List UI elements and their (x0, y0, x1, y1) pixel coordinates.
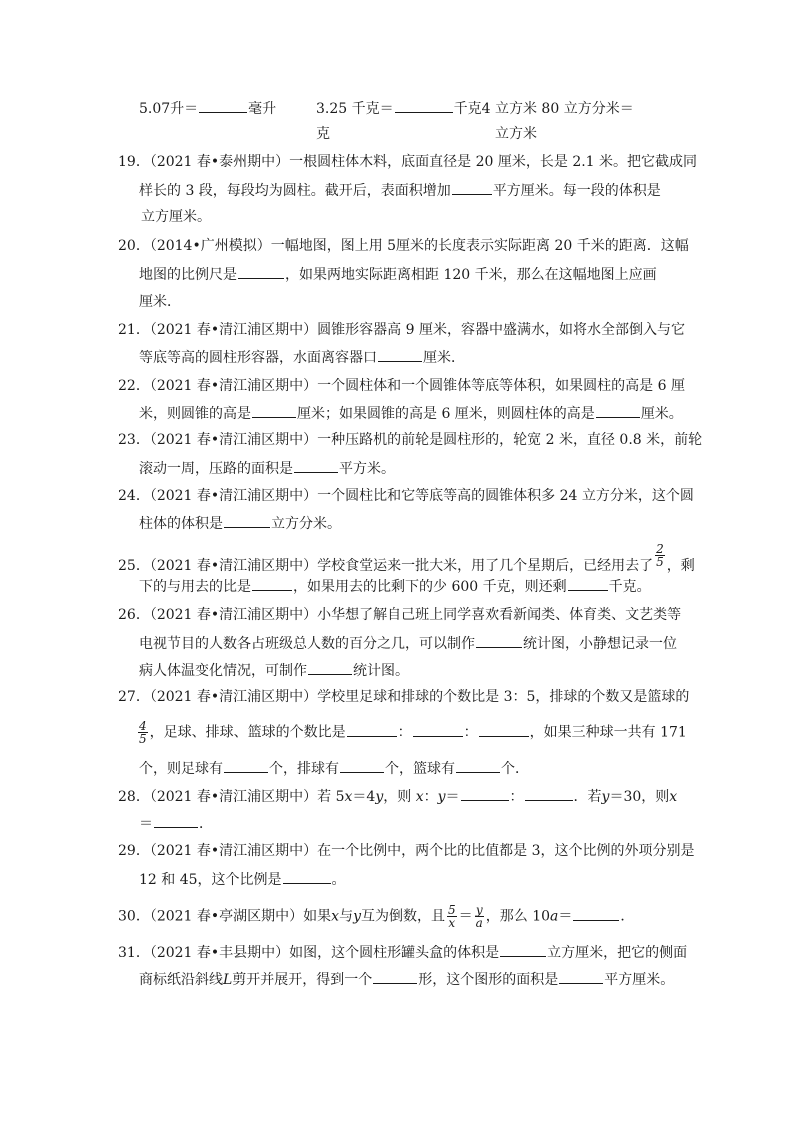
q26-blank1[interactable] (476, 633, 522, 648)
q30-f2-num: y (475, 903, 483, 917)
q18-col2-end: 克 (316, 126, 330, 142)
q21-text-a: 等底等高的圆柱形容器，水面离容器口 (139, 350, 377, 366)
q21-line1: 21．（2021 春•清江浦区期中）圆锥形容器高 9 厘米，容器中盛满水，如将水全部倒入与它 (118, 322, 685, 338)
q22-line2 (139, 403, 683, 424)
q18-col2-mid: 千克 (453, 101, 482, 117)
q28-var-x2: x (415, 789, 424, 805)
q30-text-d: ，那么 10 (485, 908, 551, 925)
q18-blank1[interactable] (199, 98, 247, 113)
q25-frac-num: 2 (656, 542, 664, 556)
q18-col3: 4 立方米 80 立方分米＝ (481, 101, 634, 117)
q28-blank1[interactable] (461, 786, 509, 801)
q31-text-d: 剪开并展开，得到一个 (232, 972, 373, 988)
q28-text-e: ＝ (445, 789, 460, 805)
q25-line2 (139, 576, 651, 597)
q26-line3 (139, 660, 409, 681)
q31-blank3[interactable] (559, 969, 603, 984)
q31-line1 (118, 942, 687, 963)
q31-text-a: 31．（2021 春•丰县期中）如图，这个圆柱形罐头盒的体积是 (118, 945, 500, 961)
q31-text-e: 形，这个图形的面积是 (418, 972, 559, 988)
q30-text-b: 与 (339, 908, 354, 925)
q23-line2 (139, 458, 395, 479)
q30-f2-den: a (475, 916, 483, 930)
q27-text-a: ，足球、排球、篮球的个数比是 (149, 724, 346, 741)
q26-line1: 26．（2021 春•清江浦区期中）小华想了解自己班上同学喜欢看新闻类、体育类、文艺类等 (118, 607, 682, 623)
q25-line1 (118, 543, 695, 576)
q27-text-f: 个． (501, 761, 529, 777)
q26-text-b: 统计图，小静想记录一位 (523, 636, 677, 652)
q31-var-l: L (223, 972, 233, 988)
q31-text-f: 平方厘米。 (604, 972, 675, 988)
q20-line3: 厘米． (139, 294, 181, 310)
q28-line2 (139, 813, 213, 834)
q27-text-b: ，如果三种球一共有 171 (529, 724, 687, 741)
q30-text-a: 30．（2021 春•亭湖区期中）如果 (118, 908, 332, 925)
q20-blank1[interactable] (238, 264, 284, 279)
q25-fraction (655, 543, 665, 568)
q18-col1: 5.07升＝ (139, 101, 199, 117)
q29-text-b: 。 (331, 872, 346, 888)
q26-text-c: 病人体温变化情况，可制作 (139, 663, 307, 679)
q28-blank2[interactable] (525, 786, 573, 801)
q24-blank1[interactable] (224, 513, 270, 528)
q28-var-y2: y (437, 789, 446, 805)
q21-line2 (139, 347, 465, 368)
q22-line1: 22．（2021 春•清江浦区期中）一个圆柱体和一个圆锥体等底等体积，如果圆柱的高是 6 厘 (118, 378, 685, 394)
q30-equals: ＝ (458, 908, 473, 925)
q28-text-g: ．若 (573, 789, 602, 805)
q18-col1-unit: 毫升 (248, 101, 277, 117)
q22-text-c: 厘米。 (640, 406, 683, 422)
q26-line2 (139, 633, 677, 654)
q27-text-e: 个，篮球有 (385, 761, 455, 777)
q19-line1: 19．（2021 春•泰州期中）一根圆柱体木料，底面直径是 20 厘米，长是 2.1 米。把它截成同 (118, 154, 698, 170)
q18-line1 (139, 98, 276, 119)
q26-text-a: 电视节目的人数各占班级总人数的百分之几，可以制作 (139, 636, 475, 652)
q18-col3-end: 立方米 (495, 126, 537, 142)
q25-text-e: 千克。 (608, 579, 651, 595)
q27-blank2[interactable] (413, 722, 463, 737)
q31-text-b: 立方厘米，把它的侧面 (547, 945, 688, 961)
q27-frac-den: 5 (139, 732, 147, 746)
q24-text-b: 立方分米。 (271, 516, 341, 532)
q21-blank1[interactable] (378, 347, 422, 362)
q27-colon-2: ： (463, 724, 478, 741)
q29-text-a: 12 和 45，这个比例是 (139, 872, 282, 888)
q29-line2 (139, 869, 346, 890)
q30-var-a: a (550, 908, 559, 925)
q30-f1-den: x (448, 916, 456, 930)
q30-text-e: ＝ (558, 908, 573, 925)
q30-var-y: y (353, 908, 361, 925)
q19-line2 (139, 180, 661, 201)
q20-text-a: 地图的比例尺是 (139, 267, 237, 283)
q25-blank1[interactable] (252, 576, 292, 591)
q25-text-d: ，如果用去的比剩下的少 600 千克，则还剩 (293, 579, 567, 595)
q28-line1 (118, 786, 677, 807)
q20-line2 (139, 264, 657, 285)
q28-text-c: ，则 (383, 789, 412, 805)
q24-text-a: 柱体的体积是 (139, 516, 223, 532)
q18-col2-line (316, 98, 634, 119)
q28-var-y3: y (601, 789, 610, 805)
q30-fraction-1 (447, 904, 457, 929)
q27-blank5[interactable] (340, 758, 384, 773)
q26-text-d: 统计图。 (353, 663, 409, 679)
q22-text-b: 厘米；如果圆锥的高是 6 厘米，则圆柱体的高是 (297, 406, 595, 422)
q30-text-f: ． (620, 908, 635, 925)
q27-text-d: 个，排球有 (269, 761, 339, 777)
q19-text-a: 样长的 3 段，每段均为圆柱。截开后，表面积增加 (139, 183, 451, 199)
q26-blank2[interactable] (308, 660, 352, 675)
q28-text-a: 28．（2021 春•清江浦区期中）若 5 (118, 789, 345, 805)
q30-text-c: 互为倒数，且 (360, 908, 445, 925)
q23-text-a: 滚动一周，压路的面积是 (139, 461, 293, 477)
q29-line1: 29．（2021 春•清江浦区期中）在一个比例中，两个比的比值都是 3，这个比例的外项分别是 (118, 843, 695, 859)
q24-line2 (139, 513, 341, 534)
q22-blank2[interactable] (596, 403, 640, 418)
q28-text-f: ： (509, 789, 524, 805)
q30-fraction-2 (475, 904, 484, 929)
q27-blank1[interactable] (347, 722, 397, 737)
q25-text-c: 下的与用去的比是 (139, 579, 251, 595)
q28-var-x1: x (344, 789, 353, 805)
q20-line1: 20．（2014•广州模拟）一幅地图，图上用 5厘米的长度表示实际距离 20 千米的距离．这幅 (118, 238, 689, 254)
q23-blank1[interactable] (294, 458, 338, 473)
q19-blank1[interactable] (452, 180, 492, 195)
q31-blank2[interactable] (373, 969, 417, 984)
q27-line3 (139, 758, 529, 779)
q31-text-c: 商标纸沿斜线 (139, 972, 223, 988)
q31-line2 (139, 969, 674, 990)
q31-blank1[interactable] (500, 942, 546, 957)
q22-blank1[interactable] (252, 403, 296, 418)
q27-line2 (136, 720, 687, 745)
q28-var-y1: y (375, 789, 384, 805)
q27-fraction (138, 720, 148, 745)
q27-colon-1: ： (397, 724, 412, 741)
q18-blank2[interactable] (395, 98, 453, 113)
q25-text-b: ，剩 (666, 558, 695, 574)
q27-blank3[interactable] (479, 722, 529, 737)
q27-blank6[interactable] (456, 758, 500, 773)
q27-frac-num: 4 (139, 719, 147, 733)
q23-text-b: 平方米。 (339, 461, 395, 477)
q28-var-x3: x (669, 789, 678, 805)
q28-text-j: ． (199, 816, 213, 832)
q25-blank2[interactable] (568, 576, 608, 591)
q30-var-x: x (331, 908, 340, 925)
q22-text-a: 米，则圆锥的高是 (139, 406, 251, 422)
q19-line3 (139, 207, 211, 227)
q19-text-b: 平方厘米。每一段的体积是 (492, 183, 661, 199)
q24-line1: 24．（2021 春•清江浦区期中）一个圆柱比和它等底等高的圆锥体积多 24 立方分米，这个圆 (118, 488, 694, 504)
q20-text-b: ，如果两地实际距离相距 120 千米，那么在这幅地图上应画 (285, 267, 657, 283)
q28-text-i: ＝ (139, 816, 153, 832)
q23-line1: 23．（2021 春•清江浦区期中）一种压路机的前轮是圆柱形的，轮宽 2 米，直径 0.8 米，前轮 (118, 432, 703, 448)
q30-blank1[interactable] (573, 906, 619, 921)
q30-line1 (118, 904, 634, 929)
q27-text-c: 个，则足球有 (139, 761, 223, 777)
q18-col2: 3.25 千克＝ (316, 101, 394, 117)
q28-text-b: ＝4 (352, 789, 376, 805)
q27-blank4[interactable] (224, 758, 268, 773)
q30-f1-num: 5 (447, 903, 456, 917)
q29-blank1[interactable] (283, 869, 331, 884)
q21-text-b: 厘米． (423, 350, 465, 366)
q28-text-d: ： (423, 789, 438, 805)
q28-blank3[interactable] (154, 813, 198, 828)
q25-text-a: 25．（2021 春•清江浦区期中）学校食堂运来一批大米，用了几个星期后，已经用去了 (118, 558, 654, 574)
q19-text-c: 立方厘米。 (141, 209, 211, 225)
q27-line1: 27．（2021 春•清江浦区期中）学校里足球和排球的个数比是 3：5，排球的个数又是篮球的 (118, 689, 690, 705)
q28-text-h: ＝30，则 (609, 789, 670, 805)
q25-frac-den: 5 (656, 555, 664, 569)
